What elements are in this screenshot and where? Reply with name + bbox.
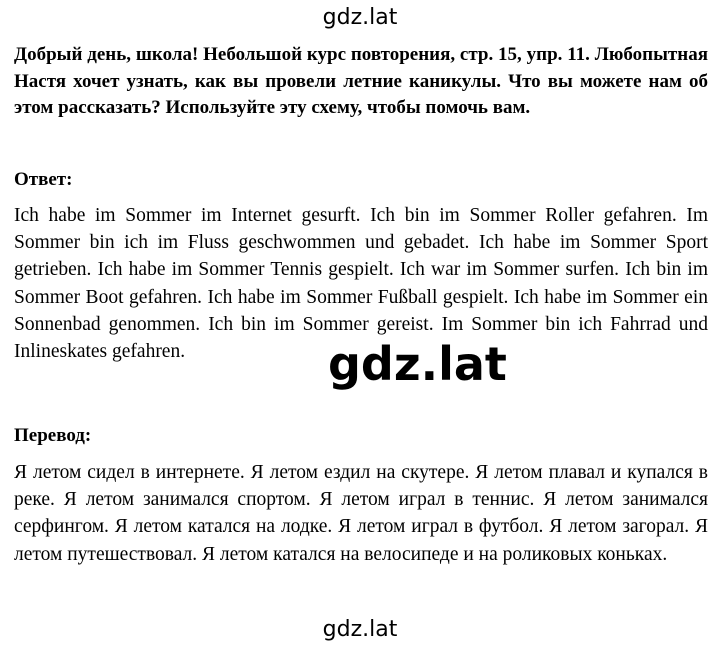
answer-heading: Ответ: [14, 169, 73, 190]
answer-text: Ich habe im Sommer im Internet gesurft. Ich bin im Sommer Roller gefahren. Im Sommer bin ich im Fluss geschwommen und gebadet. Ich habe im Sommer Sport getrieben. Ich habe im Sommer Tennis gespielt. Ich war im Sommer surfen. Ich bin im Sommer Boot gefahren. Ich habe im Sommer Fußball gespielt. Ich habe im Sommer ein Sonnenbad genommen. Ich bin im Sommer gereist. Im Sommer bin ich Fahrrad und Inlineskates gefahren. [14, 205, 708, 363]
watermark-top: gdz.lat [322, 5, 398, 30]
watermark-bottom: gdz.lat [322, 617, 398, 642]
translation-text: Я летом сидел в интернете. Я летом ездил на скутере. Я летом плавал и купался в реке. Я летом занимался спортом. Я летом играл в теннис. Я летом занимался серфингом. Я летом катался на лодке. Я летом играл в футбол. Я летом загорал. Я летом путешествовал. Я летом катался на велосипеде и на роликовых коньках. [14, 462, 708, 565]
watermark-middle: gdz.lat [320, 336, 515, 392]
question-text: Добрый день, школа! Небольшой курс повторения, стр. 15, упр. 11. Любопытная Настя хочет узнать, как вы провели летние каникулы. Что вы можете нам об этом рассказать? Используйте эту схему, чтобы помочь вам. [14, 44, 708, 118]
translation-heading: Перевод: [14, 425, 92, 446]
